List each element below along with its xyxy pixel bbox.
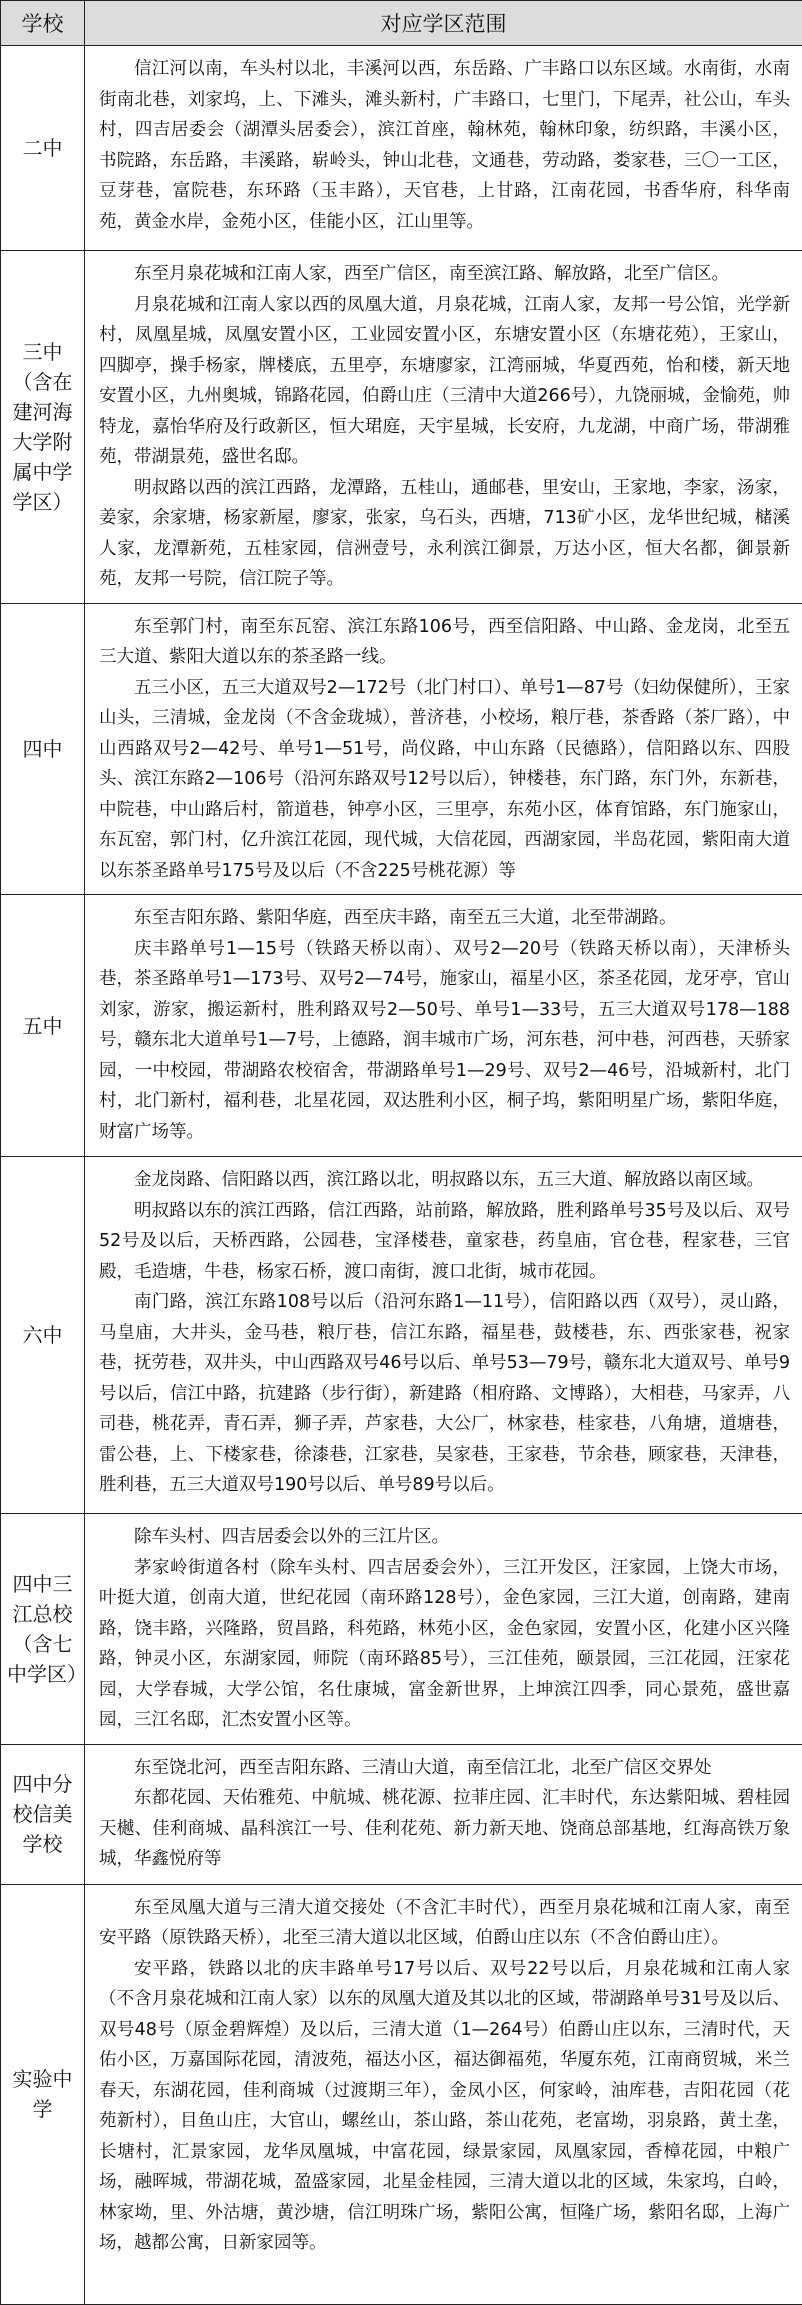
district-area — [85, 1514, 802, 1745]
district-area — [85, 46, 802, 251]
school-name: 四中 — [1, 603, 85, 895]
area-paragraph: 茅家岭街道各村（除车头村、四吉居委会外），三江开发区，汪家园，上饶大市场，叶挺大道，创南大道，世纪花园（南环路128号），金色家园，三江大道，创南路，建南路，饶丰路，兴隆路，贸昌路，科苑路，林苑小区，金色家园，安置小区，化建小区兴隆路，钟灵小区，东湖家园，师院（南环路85号），三江佳苑，颐景园，三江花园，汪家花园，大学春城，大学公馆，名仕康城，富金新世界，上坤滨江四季，同心景苑，盛世嘉园，三江名邸，汇杰安置小区等。 — [99, 1553, 790, 1736]
district-area — [85, 603, 802, 895]
area-paragraph: 除车头村、四吉居委会以外的三江片区。 — [99, 1522, 790, 1553]
school-name: 四中分校信美学校 — [1, 1744, 85, 1884]
area-paragraph: 信江河以南，车头村以北，丰溪河以西，东岳路、广丰路口以东区域。水南街，水南街南北巷，刘家坞，上、下滩头，滩头新村，广丰路口，七里门，下尾弄，社公山，车头村，四吉居委会（湖潭头居委会），滨江首座，翰林苑，翰林印象，纺织路，丰溪小区，书院路，东岳路，丰溪路，崭岭头，钟山北巷，文通巷，劳动路，娄家巷，三〇一工区，豆芽巷，富院巷，东环路（玉丰路），天官巷，上甘路，江南花园，书香华府，科华南苑，黄金水岸，金苑小区，佳能小区，江山里等。 — [99, 54, 790, 237]
table-row — [1, 251, 802, 604]
school-name: 六中 — [1, 1157, 85, 1514]
area-paragraph: 庆丰路单号1—15号（铁路天桥以南）、双号2—20号（铁路天桥以南），天津桥头巷，茶圣路单号1—173号、双号2—74号，施家山，福星小区，茶圣花园，龙牙亭，官山刘家，游家，搬运新村，胜利路双号2—50号、单号1—33号，五三大道双号178—188号，赣东北大道单号1—7号，上德路，润丰城市广场，河东巷，河中巷，河西巷，天骄家园，一中校园，带湖路农校宿舍，带湖路单号1—29号、双号2—46号，沿城新村，北门村，北门新村，福利巷，北星花园，双达胜利小区，桐子坞，紫阳明星广场，紫阳华庭，财富广场等。 — [99, 934, 790, 1148]
district-area — [85, 251, 802, 604]
area-paragraph: 东至郭门村，南至东瓦窑、滨江东路106号，西至信阳路、中山路、金龙岗，北至五三大道、紫阳大道以东的茶圣路一线。 — [99, 612, 790, 673]
area-paragraph: 东至饶北河，西至吉阳东路、三清山大道，南至信江北，北至广信区交界处 — [99, 1753, 790, 1784]
area-paragraph: 明叔路以东的滨江西路，信江西路，站前路，解放路，胜利路单号35号及以后、双号52号及以后，天桥西路，公园巷，宝泽楼巷，童家巷，药皇庙，官仓巷，程家巷，三官殿，毛造塘，牛巷，杨家石桥，渡口南街，渡口北街，城市花园。 — [99, 1196, 790, 1288]
header-row — [1, 1, 802, 46]
school-name: 五中 — [1, 895, 85, 1157]
area-paragraph: 明叔路以西的滨江西路，龙潭路，五桂山，通邮巷，里安山，王家地，李家，汤家，姜家，余家塘，杨家新屋，廖家，张家，乌石头，西塘，713矿小区，龙华世纪城，槠溪人家，龙潭新苑，五桂家园，信洲壹号，永利滨江御景，万达小区，恒大名都，御景新苑，友邦一号院，信江院子等。 — [99, 473, 790, 595]
district-area — [85, 1884, 802, 2304]
area-paragraph: 东都花园、天佑雅苑、中航城、桃花源、拉菲庄园、汇丰时代，东达紫阳城、碧桂园天樾、佳利商城、晶科滨江一号、佳利花苑、新力新天地、饶商总部基地，红海高铁万象城，华鑫悦府等 — [99, 1783, 790, 1875]
table-row — [1, 1744, 802, 1884]
area-paragraph: 东至吉阳东路、紫阳华庭，西至庆丰路，南至五三大道，北至带湖路。 — [99, 903, 790, 934]
school-name: 三中（含在建河海大学附属中学学区） — [1, 251, 85, 604]
area-paragraph: 东至凤凰大道与三清大道交接处（不含汇丰时代），西至月泉花城和江南人家，南至安平路（原铁路天桥），北至三清大道以北区域，伯爵山庄以东（不含伯爵山庄）。 — [99, 1893, 790, 1954]
area-paragraph: 安平路，铁路以北的庆丰路单号17号以后、双号22号以后，月泉花城和江南人家（不含月泉花城和江南人家）以东的凤凰大道及其以北的区域，带湖路单号31号及以后、双号48号（原金碧辉煌）及以后，三清大道（1—264号）伯爵山庄以东，三清时代，天佑小区，万嘉国际花园，清波苑，福达小区，福达御福苑，华厦东苑，江南商贸城，米兰春天，东湖花园，佳利商城（过渡期三年），金凤小区，何家岭，油库巷，吉阳花园（花苑新村），目鱼山庄，大官山，螺丝山，茶山路，茶山花苑，老富坳，羽泉路，黄土垄，长塘村，汇景家园，龙华凤凰城，中富花园，绿景家园，凤凰家园，香樟花园，中粮广场，融晖城，带湖花城，盈盛家园，北星金桂园，三清大道以北的区域，朱家坞，白岭，林家坳，里、外沽塘，黄沙塘，信江明珠广场，紫阳公寓，恒隆广场，紫阳名邸，上海广场，越都公寓，日新家园等。 — [99, 1954, 790, 2259]
table-row — [1, 1157, 802, 1514]
header-area: 对应学区范围 — [85, 1, 802, 46]
table-row — [1, 46, 802, 251]
district-area — [85, 895, 802, 1157]
table-row — [1, 895, 802, 1157]
school-name: 实验中学 — [1, 1884, 85, 2304]
header-school: 学校 — [1, 1, 85, 46]
district-area — [85, 1157, 802, 1514]
school-name: 二中 — [1, 46, 85, 251]
area-paragraph: 月泉花城和江南人家以西的凤凰大道，月泉花城，江南人家，友邦一号公馆，光学新村，凤凰星城，凤凰安置小区，工业园安置小区，东塘安置小区（东塘花苑），王家山，四脚亭，操手杨家，牌楼底，五里亭，东塘廖家，江湾丽城，华夏西苑，怡和楼，新天地安置小区，九州奥城，锦路花园，伯爵山庄（三清中大道266号），九饶丽城，金愉苑，帅特龙，嘉怡华府及行政新区，恒大珺庭，天宇星城，长安府，九龙湖，中商广场，带湖雅苑，带湖景苑，盛世名邸。 — [99, 290, 790, 473]
area-paragraph: 南门路，滨江东路108号以后（沿河东路1—11号），信阳路以西（双号），灵山路，马皇庙，大井头，金马巷，粮厅巷，信江东路，福星巷，鼓楼巷，东、西张家巷，祝家巷，抚劳巷，双井头，中山西路双号46号以后、单号53—79号，赣东北大道双号、单号9号以后，信江中路，抗建路（步行街），新建路（相府路、文博路），大相巷，马家弄，八司巷，桃花弄，青石弄，狮子弄，芦家巷，大公厂，林家巷，桂家巷，八角塘，道塘巷，雷公巷，上、下楼家巷，徐漆巷，江家巷，吴家巷，王家巷，节余巷，顾家巷，天津巷，胜利巷，五三大道双号190号以后、单号89号以后。 — [99, 1287, 790, 1501]
table-row — [1, 603, 802, 895]
area-paragraph: 东至月泉花城和江南人家，西至广信区，南至滨江路、解放路，北至广信区。 — [99, 259, 790, 290]
area-paragraph: 五三小区，五三大道双号2—172号（北门村口）、单号1—87号（妇幼保健所），王家山头，三清城，金龙岗（不含金珑城），普济巷，小校场，粮厅巷，茶香路（茶厂路），中山西路双号2—42号、单号1—51号，尚仪路，中山东路（民德路），信阳路以东、四股头、滨江东路2—106号（沿河东路双号12号以后），钟楼巷，东门路，东门外，东新巷，中院巷，中山路后村，箭道巷，钟亭小区，三里亭，东苑小区，体育馆路，东门施家山，东瓦窑，郭门村，亿升滨江花园，现代城，大信花园，西湖家园，半岛花园，紫阳南大道以东茶圣路单号175号及以后（不含225号桃花源）等 — [99, 673, 790, 887]
district-area — [85, 1744, 802, 1884]
table-row — [1, 1884, 802, 2304]
school-name: 四中三江总校（含七中学区） — [1, 1514, 85, 1745]
table-row — [1, 1514, 802, 1745]
area-paragraph: 金龙岗路、信阳路以西，滨江路以北，明叔路以东，五三大道、解放路以南区域。 — [99, 1165, 790, 1196]
